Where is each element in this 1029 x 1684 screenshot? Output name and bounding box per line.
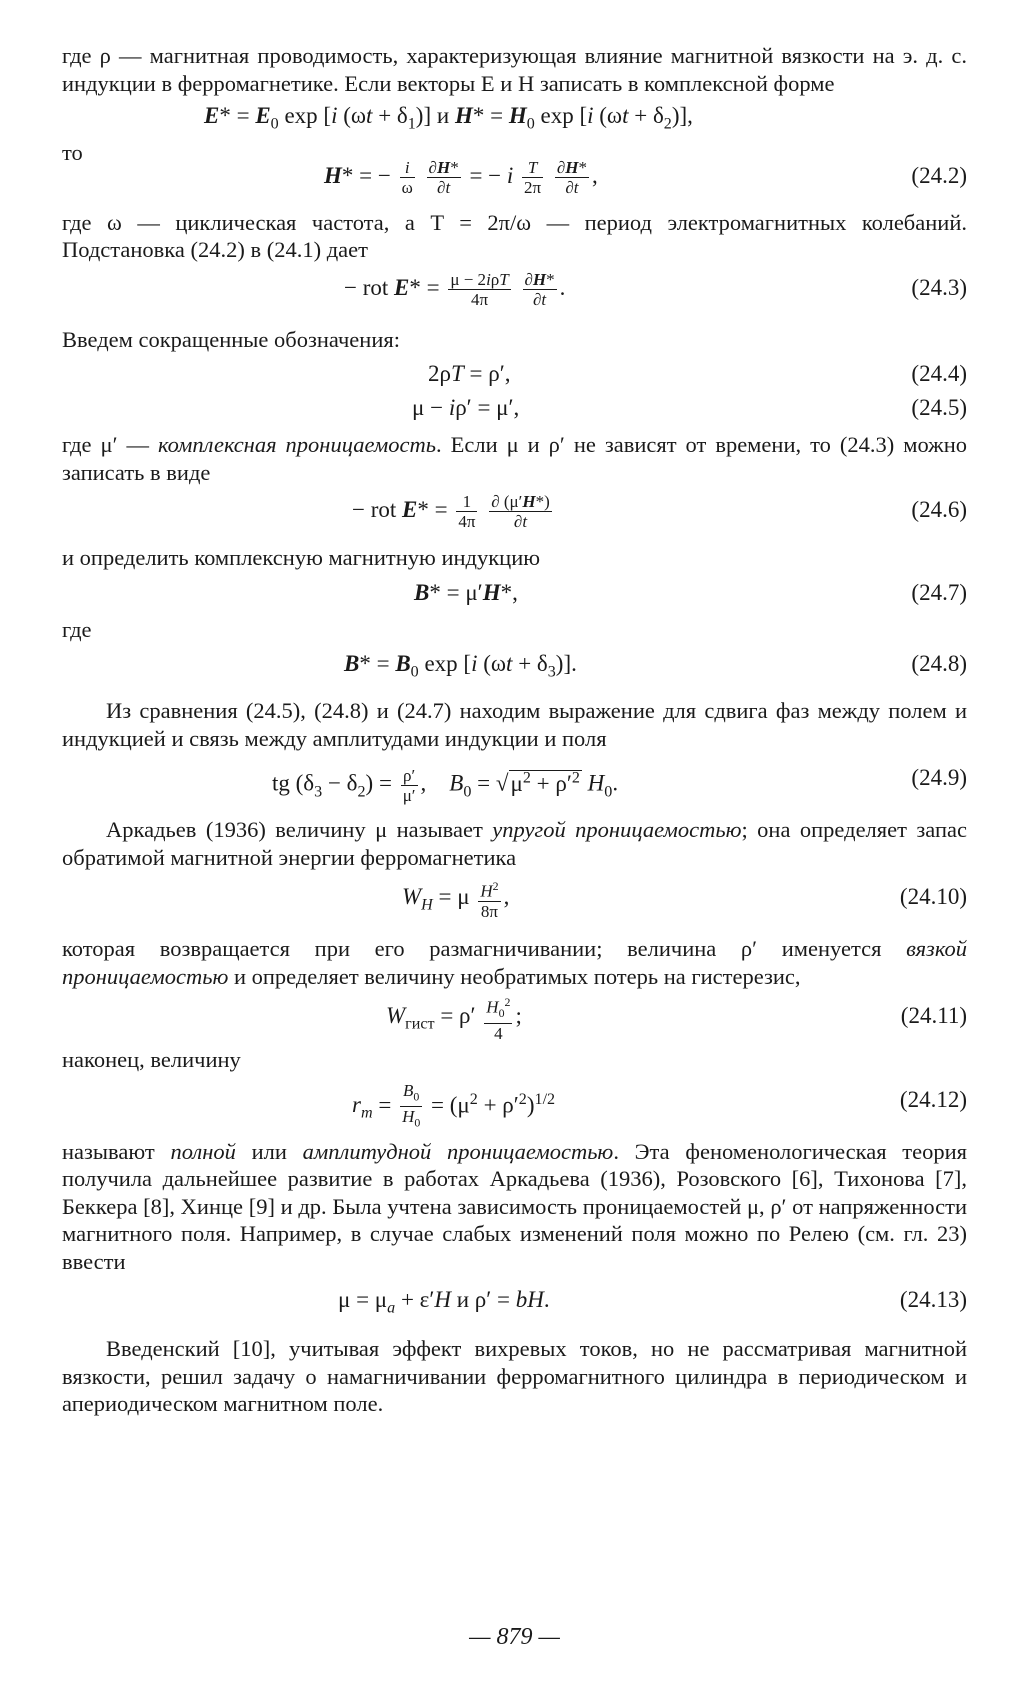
paragraph: [62, 816, 967, 871]
equation-number: (24.9): [911, 765, 967, 790]
equation-number: (24.12): [899, 1086, 967, 1112]
paragraph: и определить комплексную магнитную индукцию: [62, 545, 541, 570]
equation-number: (24.6): [911, 497, 967, 522]
equation-number: (24.4): [911, 361, 967, 386]
equation-number: (24.10): [899, 884, 967, 909]
emphasis: вязкой проницаемостью: [62, 936, 967, 989]
equation-number: (24.3): [911, 274, 967, 300]
emphasis: амплитудной проницаемостью: [302, 1138, 614, 1164]
text: . Эта феноменологическая теория получила дальнейшее развитие в работах Аркадьева (1936), Розовского [6], Тихонова [7], Беккера [8], Хинце [9] и др. Была учтена зависимость проницаемостей μ, ρ′ от напряженности магнитного поля. Например, в случае слабых изменений поля можно по Релею (см. гл. 23) ввести: [62, 1138, 968, 1274]
equation: $B* = B_0$ exp [i $(\omega t + \delta_3)$]. (24.8): [62, 643, 967, 685]
equation: $\mu = \mu_a + \varepsilon'H$ и ρ′ = bH. (24.13): [62, 1279, 967, 1321]
page-number: — 879 —: [469, 1624, 560, 1650]
equation-number: (24.13): [899, 1287, 967, 1312]
paragraph: [62, 1138, 967, 1276]
paragraph: то: [62, 140, 83, 165]
equation: tg $(\delta_3 - \delta_2)$ = $\frac{\rho'}{\mu'}$ , $B_0 = √\mu^2 + \rho'^2$ $H_0$. (24.9): [62, 752, 967, 804]
paragraph: [62, 935, 967, 990]
equation: B* = μ′H*, (24.7): [62, 572, 967, 614]
equation: H* = − $\frac{i}{\omega}$ $\frac{\partial H*}{\partial t}$ = − i $\frac{T}{2\pi}$ $\frac{\partial H*}{\partial t}$ , (24.2): [62, 153, 967, 199]
text: или: [235, 1138, 303, 1164]
text: где μ′ —: [62, 432, 158, 457]
equation-number: (24.11): [900, 1003, 967, 1028]
paragraph: где ρ — магнитная проводимость, характеризующая влияние магнитной вязкости на э. д. с. индукции в ферромагнетике. Если векторы E и H записать в комплексной форме: [62, 43, 967, 96]
equation: μ − iρ′ = μ′, (24.5): [62, 391, 967, 425]
text: Аркадьев (1936) величину μ называет: [106, 817, 493, 842]
equation-number: (24.8): [911, 651, 967, 676]
paragraph: где: [62, 616, 92, 642]
equation-complex-form: $E* = E_0$ exp [i $(\omega t + \delta_1)$] и $H* = H_0$ exp [i $(\omega t + \delta_2)$],: [204, 103, 693, 133]
emphasis: упругой проницаемостью: [492, 817, 742, 842]
equation: 2ρT = ρ′, (24.4): [62, 357, 967, 391]
paragraph: Из сравнения (24.5), (24.8) и (24.7) находим выражение для сдвига фаз между полем и индукцией и связь между амплитудами индукции и поля: [62, 698, 967, 751]
paragraph: [62, 431, 967, 486]
equation: − rot E* = $\frac{\text{μ − 2iρT}}{4\pi}$ $\frac{\partial H*}{\partial t}$ . (24.3): [62, 264, 967, 312]
paragraph: наконец, величину: [62, 1047, 241, 1072]
paragraph: Введенский [10], учитывая эффект вихревых токов, но не рассматривая магнитной вязкости, решил задачу о намагничивании ферромагнитного цилиндра в периодическом и апериодическом магнитном поле.: [62, 1336, 967, 1416]
text: которая возвращается при его размагничивании; величина ρ′ именуется: [62, 936, 907, 961]
page-content: [62, 42, 967, 1418]
text: . Если μ и ρ′ не зависят от времени, то (24.3) можно записать в виде: [62, 432, 967, 485]
equation-number: (24.2): [911, 162, 967, 188]
paragraph: где ω — циклическая частота, а T = 2π/ω — период электромагнитных колебаний. Подстановка (24.2) в (24.1) дает: [62, 209, 967, 262]
text: называют: [62, 1138, 171, 1164]
text: ; она определяет запас обратимой магнитной энергии ферромагнетика: [62, 817, 967, 870]
equation: $W_{гист} = \rho'$ $\frac{H_0^2}{4}$ ; (24.11): [62, 990, 967, 1042]
emphasis: комплексная проницаемость: [158, 432, 436, 457]
equation: $W_H = \mu$ $\frac{H^2}{8\pi}$ , (24.10): [62, 871, 967, 923]
equation-number: (24.7): [911, 579, 967, 605]
equation: $r_m$ = $\frac{B_0}{H_0}$ = $(\mu^2 + \rho'^2)^{1/2}$ (24.12): [62, 1074, 967, 1126]
equation-number: (24.5): [911, 395, 967, 420]
text: и определяет величину необратимых потерь на гистерезис,: [228, 963, 801, 989]
paragraph: Введем сокращенные обозначения:: [62, 326, 400, 352]
equation: − rot E* = $\frac{1}{4\pi}$ $\frac{\partial (\mu'H*)}{\partial t}$ (24.6): [62, 486, 967, 534]
emphasis: полной: [170, 1138, 236, 1164]
